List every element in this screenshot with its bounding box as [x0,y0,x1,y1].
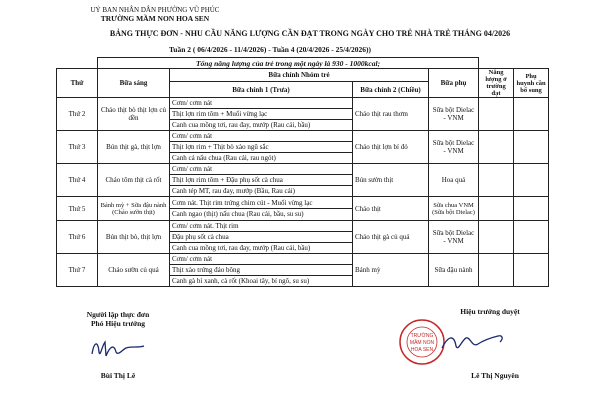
main1-line: Cơm/ cơm nát [172,132,213,140]
energy-note: Tổng năng lượng của trẻ trong một ngày là 930 - 1000kcal; [98,58,479,69]
svg-text:TRƯỜNG: TRƯỜNG [410,333,434,339]
table-row [57,221,549,254]
main1-line: Đậu phụ sốt cà chua [170,231,352,242]
school-name: TRƯỜNG MẦM NON HOA SEN [100,14,210,23]
header-snack: Bữa phụ [429,69,479,98]
main2-cell: Cháo thịt gà củ quả [353,221,429,254]
principal-signature [438,328,508,356]
week-range: Tuần 2 ( 06/4/2026 - 11/4/2026) - Tuần 4 (20/4/2026 - 25/4/2026)) [168,45,372,54]
breakfast-cell: Cháo sườn củ quả [98,254,170,287]
main1-cell [170,221,353,254]
snack-cell: Sữa chua VNM (Sữa bột Dielac) [429,197,479,221]
snack-cell: Sữa bột Dielac - VNM [429,221,479,254]
snack-cell: Sữa bột Dielac - VNM [429,98,479,131]
day-cell: Thứ 4 [57,164,98,197]
main1-line: Thịt lợn rim + Thịt bò xào ngũ sắc [170,141,352,152]
breakfast-cell: Cháo thịt bò thịt lợn củ dền [98,98,170,131]
header-main1: Bữa chính 1 (Trưa) [170,82,353,98]
energy-cell [479,254,514,287]
table-row [57,197,549,221]
snack-cell: Sữa bột Dielac - VNM [429,131,479,164]
header-parent: Phụ huynh cần bổ sung [514,69,549,98]
table-row [57,131,549,164]
main2-cell: Cháo thịt [353,197,429,221]
snack-cell: Sữa đậu nành [429,254,479,287]
energy-cell [479,221,514,254]
header-energy: Năng lượng ở trường đạt [479,69,514,98]
main1-cell [170,98,353,131]
preparer-role: Người lập thực đơn [86,310,150,319]
main1-line: Cơm/ cơm nát. Thịt rim [172,222,239,230]
header-day: Thứ [57,69,98,98]
parent-cell [514,131,549,164]
preparer-name: Bùi Thị Lê [100,371,136,380]
energy-cell [479,164,514,197]
breakfast-cell: Bánh mỳ + Sữa đậu nành (Cháo sườn thịt) [98,197,170,221]
menu-table [56,57,549,287]
table-row [57,164,549,197]
main2-cell: Bún sườn thịt [353,164,429,197]
day-cell: Thứ 5 [57,197,98,221]
preparer-block [58,310,178,328]
main1-line: Canh cua mồng tơi, rau đay, mướp (Rau cải, bầu) [170,119,352,130]
svg-text:MẦM NON: MẦM NON [409,340,435,346]
principal-name: Lê Thị Nguyên [471,371,519,380]
table-row [57,98,549,131]
table-row [57,254,549,287]
main1-cell [170,197,353,221]
main1-line: Thịt lợn rim tôm + Muối vừng lạc [170,108,352,119]
day-cell: Thứ 6 [57,221,98,254]
agency-name: UỶ BAN NHÂN DÂN PHƯỜNG VŨ PHÚC [90,6,220,14]
parent-cell [514,164,549,197]
main2-cell: Bánh mỳ [353,254,429,287]
preparer-signature [88,336,148,362]
main1-line: Thịt xào trứng đảo bông [170,264,352,275]
parent-cell [514,254,549,287]
header-main2: Bữa chính 2 (Chiều) [353,82,429,98]
main2-cell: Cháo thịt lợn bí đỏ [353,131,429,164]
main1-line: Thịt lợn rim tôm + Đậu phụ sốt cà chua [170,174,352,185]
day-cell: Thứ 2 [57,98,98,131]
main1-line: Canh gà bí xanh, cà rốt (Khoai tây, bí ngô, su su) [170,275,352,286]
main1-line: Cơm nát. Thịt rim trứng chim cút - Muối vừng lạc [172,199,313,207]
energy-cell [479,131,514,164]
breakfast-cell: Bún thịt bò, thịt lợn [98,221,170,254]
energy-cell [479,197,514,221]
main1-line: Canh cá nấu chua (Rau cải, rau ngót) [170,152,352,163]
header-breakfast: Bữa sáng [98,69,170,98]
parent-cell [514,98,549,131]
snack-cell: Hoa quả [429,164,479,197]
main1-cell [170,164,353,197]
main1-cell [170,254,353,287]
energy-cell [479,98,514,131]
main1-cell [170,131,353,164]
svg-text:HOA SEN: HOA SEN [410,347,434,353]
breakfast-cell: Bún thịt gà, thịt lợn [98,131,170,164]
main1-line: Canh cua mồng tơi, rau đay, mướp (Rau cải, bầu) [170,242,352,253]
main2-cell: Cháo thịt rau thơm [353,98,429,131]
main1-line: Canh ngao (thịt) nấu chua (Rau cải, bầu, su su) [170,208,352,219]
day-cell: Thứ 7 [57,254,98,287]
main1-line: Canh tép MT, rau đay, mướp (Bầu, Rau cải) [170,185,352,196]
document-title: BẢNG THỰC ĐƠN - NHU CẦU NĂNG LƯỢNG CẦN ĐẠT TRONG NGÀY CHO TRẺ NHÀ TRẺ THÁNG 04/2026 [109,29,511,38]
preparer-title: Phó Hiệu trưởng [90,319,146,328]
main1-line: Cơm/ cơm nát [172,99,213,107]
parent-cell [514,197,549,221]
header-main-group: Bữa chính Nhóm trẻ [170,69,429,82]
principal-title: Hiệu trưởng duyệt [460,307,520,316]
day-cell: Thứ 3 [57,131,98,164]
main1-line: Cơm/ cơm nát [172,165,213,173]
breakfast-cell: Cháo tôm thịt cà rốt [98,164,170,197]
parent-cell [514,221,549,254]
main1-line: Cơm/ cơm nát [172,255,213,263]
